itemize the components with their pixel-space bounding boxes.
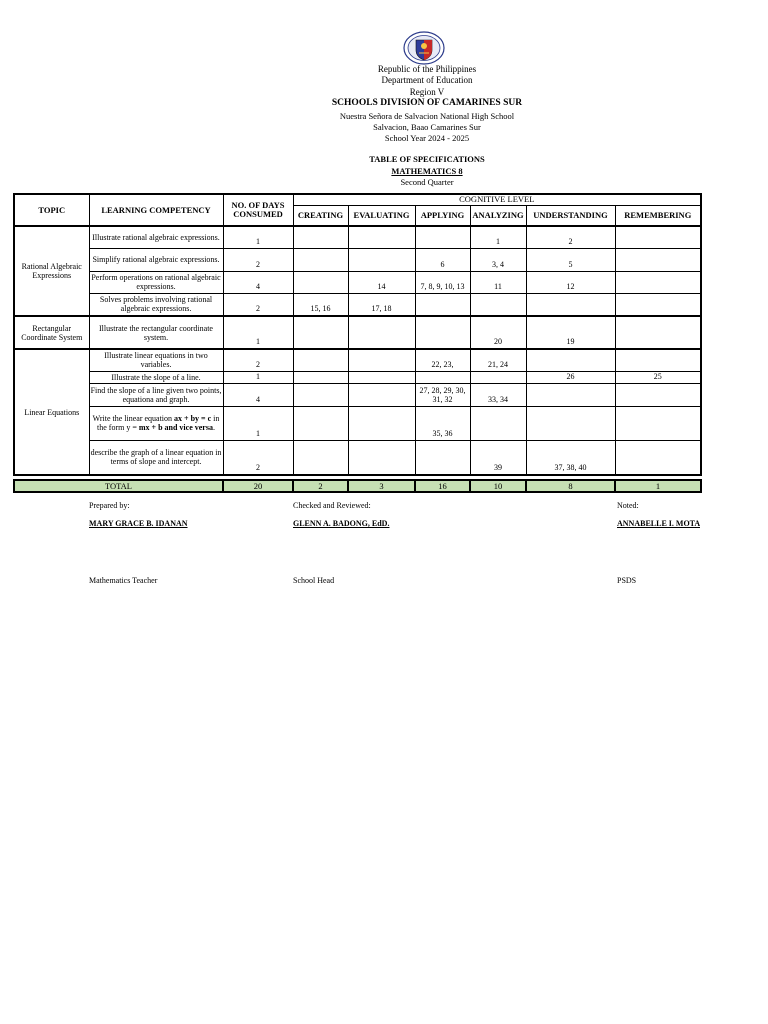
table-row xyxy=(14,293,701,316)
remembering-cell xyxy=(615,406,701,440)
division-line: SCHOOLS DIVISION OF CAMARINES SUR xyxy=(331,98,523,108)
total-remembering: 1 xyxy=(615,480,701,492)
analyzing-header: ANALYZING xyxy=(470,205,526,226)
understanding-cell xyxy=(526,406,615,440)
remembering-cell xyxy=(615,271,701,293)
understanding-cell xyxy=(526,349,615,371)
applying-cell: 27, 28, 29, 30, 31, 32 xyxy=(415,383,470,406)
total-applying: 16 xyxy=(415,480,470,492)
prepared-by-name: MARY GRACE B. IDANAN xyxy=(89,519,188,528)
competency-cell: Solves problems involving rational algebraic expressions. xyxy=(89,293,223,316)
understanding-cell: 12 xyxy=(526,271,615,293)
analyzing-cell: 11 xyxy=(470,271,526,293)
days-cell: 2 xyxy=(223,440,293,475)
analyzing-cell: 20 xyxy=(470,316,526,349)
school-name: Nuestra Señora de Salvacion National High School xyxy=(339,111,515,121)
days-cell: 2 xyxy=(223,293,293,316)
competency-cell xyxy=(89,406,223,440)
specifications-table xyxy=(13,193,702,493)
total-days: 20 xyxy=(223,480,293,492)
country-line: Republic of the Philippines xyxy=(377,64,477,74)
total-label: TOTAL xyxy=(14,480,223,492)
table-row xyxy=(14,406,701,440)
competency-text-part: . xyxy=(212,423,215,432)
subject-title: MATHEMATICS 8 xyxy=(391,166,463,176)
applying-cell: 22, 23, xyxy=(415,349,470,371)
evaluating-cell xyxy=(348,248,415,271)
remembering-header: REMEMBERING xyxy=(615,205,701,226)
competency-text-part: in the form y = xyxy=(97,414,220,432)
applying-cell xyxy=(415,316,470,349)
prepared-by-label: Prepared by: xyxy=(89,501,130,510)
analyzing-cell xyxy=(470,406,526,440)
remembering-cell xyxy=(615,316,701,349)
topic-cell: Rectangular Coordinate System xyxy=(14,316,89,349)
region-line: Region V xyxy=(409,87,445,97)
understanding-cell: 2 xyxy=(526,226,615,248)
competency-formula: ax + by = c xyxy=(174,414,212,423)
applying-header: APPLYING xyxy=(415,205,470,226)
remembering-cell xyxy=(615,440,701,475)
document-title: TABLE OF SPECIFICATIONS xyxy=(369,154,485,164)
total-evaluating: 3 xyxy=(348,480,415,492)
creating-header: CREATING xyxy=(293,205,348,226)
days-cell: 1 xyxy=(223,406,293,440)
applying-cell xyxy=(415,440,470,475)
table-row xyxy=(14,440,701,475)
days-cell: 1 xyxy=(223,316,293,349)
days-cell: 4 xyxy=(223,271,293,293)
remembering-cell xyxy=(615,226,701,248)
analyzing-cell: 21, 24 xyxy=(470,349,526,371)
quarter-label: Second Quarter xyxy=(400,177,454,187)
competency-cell: Perform operations on rational algebraic expressions. xyxy=(89,271,223,293)
understanding-cell: 5 xyxy=(526,248,615,271)
competency-header: LEARNING COMPETENCY xyxy=(89,194,223,226)
evaluating-cell xyxy=(348,349,415,371)
creating-cell xyxy=(293,226,348,248)
creating-cell xyxy=(293,383,348,406)
noted-by-label: Noted: xyxy=(617,501,639,510)
checked-by-label: Checked and Reviewed: xyxy=(293,501,371,510)
analyzing-cell: 33, 34 xyxy=(470,383,526,406)
creating-cell xyxy=(293,349,348,371)
competency-cell: Find the slope of a line given two points, equationa and graph. xyxy=(89,383,223,406)
creating-cell xyxy=(293,406,348,440)
competency-cell: Illustrate the rectangular coordinate system. xyxy=(89,316,223,349)
evaluating-header: EVALUATING xyxy=(348,205,415,226)
analyzing-cell: 3, 4 xyxy=(470,248,526,271)
days-cell: 4 xyxy=(223,383,293,406)
days-header: NO. OF DAYS CONSUMED xyxy=(223,194,293,226)
total-creating: 2 xyxy=(293,480,348,492)
competency-text-part: Write the linear equation xyxy=(92,414,175,423)
noted-by-name: ANNABELLE I. MOTA xyxy=(617,519,700,528)
table-row xyxy=(14,383,701,406)
creating-cell: 15, 16 xyxy=(293,293,348,316)
applying-cell xyxy=(415,226,470,248)
department-line: Department of Education xyxy=(381,75,473,85)
competency-cell: describe the graph of a linear equation in terms of slope and intercept. xyxy=(89,440,223,475)
checked-by-title: School Head xyxy=(293,576,335,585)
table-row xyxy=(14,271,701,293)
creating-cell xyxy=(293,371,348,383)
evaluating-cell: 17, 18 xyxy=(348,293,415,316)
table-row xyxy=(14,226,701,248)
total-analyzing: 10 xyxy=(470,480,526,492)
noted-by-title: PSDS xyxy=(617,576,637,585)
table-row xyxy=(14,349,701,371)
table-row xyxy=(14,371,701,383)
applying-cell: 7, 8, 9, 10, 13 xyxy=(415,271,470,293)
evaluating-cell xyxy=(348,406,415,440)
understanding-cell xyxy=(526,293,615,316)
evaluating-cell xyxy=(348,440,415,475)
evaluating-cell xyxy=(348,226,415,248)
understanding-cell: 19 xyxy=(526,316,615,349)
applying-cell xyxy=(415,371,470,383)
topic-cell: Linear Equations xyxy=(14,349,89,475)
creating-cell xyxy=(293,316,348,349)
creating-cell xyxy=(293,440,348,475)
school-year: School Year 2024 - 2025 xyxy=(384,133,470,143)
analyzing-cell: 1 xyxy=(470,226,526,248)
competency-cell: Simplify rational algebraic expressions. xyxy=(89,248,223,271)
remembering-cell xyxy=(615,248,701,271)
cognitive-level-header: COGNITIVE LEVEL xyxy=(293,194,701,205)
competency-formula: mx + b and vice versa xyxy=(138,423,213,432)
remembering-cell xyxy=(615,349,701,371)
days-cell: 1 xyxy=(223,371,293,383)
header-row xyxy=(14,194,701,205)
evaluating-cell: 14 xyxy=(348,271,415,293)
days-cell: 2 xyxy=(223,349,293,371)
competency-cell: Illustrate linear equations in two variables. xyxy=(89,349,223,371)
applying-cell: 35, 36 xyxy=(415,406,470,440)
table-row xyxy=(14,248,701,271)
total-row xyxy=(14,480,701,492)
understanding-header: UNDERSTANDING xyxy=(526,205,615,226)
competency-cell: Illustrate rational algebraic expressions. xyxy=(89,226,223,248)
evaluating-cell xyxy=(348,316,415,349)
table-row xyxy=(14,316,701,349)
analyzing-cell xyxy=(470,371,526,383)
days-cell: 2 xyxy=(223,248,293,271)
remembering-cell xyxy=(615,383,701,406)
analyzing-cell xyxy=(470,293,526,316)
school-address: Salvacion, Baao Camarines Sur xyxy=(373,122,481,132)
creating-cell xyxy=(293,271,348,293)
understanding-cell xyxy=(526,383,615,406)
understanding-cell: 37, 38, 40 xyxy=(526,440,615,475)
days-cell: 1 xyxy=(223,226,293,248)
prepared-by-title: Mathematics Teacher xyxy=(89,576,158,585)
deped-seal-icon xyxy=(403,31,445,65)
creating-cell xyxy=(293,248,348,271)
checked-by-name: GLENN A. BADONG, EdD. xyxy=(293,519,390,528)
applying-cell xyxy=(415,293,470,316)
total-understanding: 8 xyxy=(526,480,615,492)
evaluating-cell xyxy=(348,371,415,383)
understanding-cell: 26 xyxy=(526,371,615,383)
analyzing-cell: 39 xyxy=(470,440,526,475)
remembering-cell xyxy=(615,293,701,316)
competency-cell: Illustrate the slope of a line. xyxy=(89,371,223,383)
topic-header: TOPIC xyxy=(14,194,89,226)
topic-cell: Rational Algebraic Expressions xyxy=(14,226,89,316)
remembering-cell: 25 xyxy=(615,371,701,383)
applying-cell: 6 xyxy=(415,248,470,271)
evaluating-cell xyxy=(348,383,415,406)
